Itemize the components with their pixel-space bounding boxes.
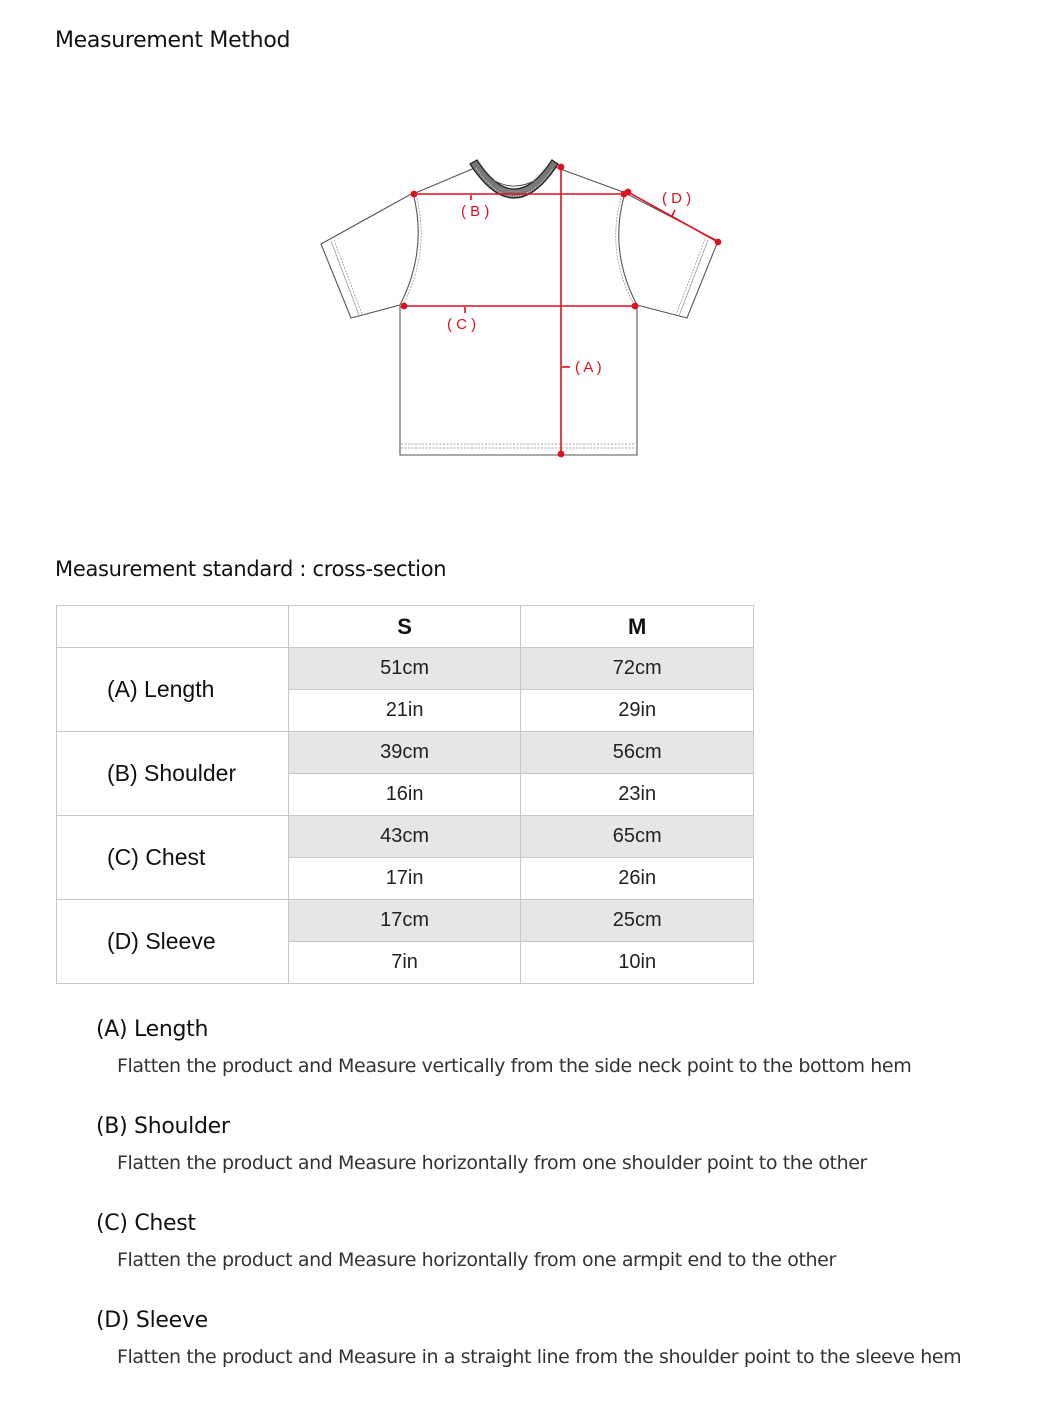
- left-shoulder: [413, 167, 477, 194]
- note-length: [96, 1012, 1016, 1109]
- sleeve-s-in: 7in: [288, 942, 521, 984]
- row-label-shoulder: (B) Shoulder: [57, 732, 289, 816]
- length-m-cm: 72cm: [521, 648, 754, 690]
- note-description: Flatten the product and Measure horizontally from one armpit end to the other: [117, 1249, 836, 1271]
- chest-s-in: 17in: [288, 858, 521, 900]
- note-description: Flatten the product and Measure in a straight line from the shoulder point to the sleeve hem: [117, 1346, 962, 1368]
- note-shoulder: [96, 1109, 1016, 1206]
- row-label-chest: (C) Chest: [57, 816, 289, 900]
- row-label-length: (A) Length: [57, 648, 289, 732]
- diagram-label-b: ( B ): [461, 203, 490, 220]
- size-header-s: S: [288, 606, 521, 648]
- tshirt-measurement-diagram: [300, 140, 740, 470]
- note-description: Flatten the product and Measure vertically from the side neck point to the bottom hem: [117, 1055, 912, 1077]
- note-title: (D) Sleeve: [96, 1308, 208, 1333]
- sleeve-m-cm: 25cm: [521, 900, 754, 942]
- table-row-sleeve-cm: [57, 900, 754, 942]
- sleeve-s-cm: 17cm: [288, 900, 521, 942]
- length-s-cm: 51cm: [288, 648, 521, 690]
- shoulder-m-cm: 56cm: [521, 732, 754, 774]
- right-sleeve: [625, 193, 718, 318]
- table-row-chest-cm: [57, 816, 754, 858]
- note-sleeve: [96, 1303, 1016, 1400]
- measurement-lines: [401, 164, 720, 456]
- sleeve-m-in: 10in: [521, 942, 754, 984]
- chest-m-cm: 65cm: [521, 816, 754, 858]
- length-m-in: 29in: [521, 690, 754, 732]
- note-title: (C) Chest: [96, 1211, 196, 1236]
- note-title: (A) Length: [96, 1017, 209, 1042]
- shoulder-s-in: 16in: [288, 774, 521, 816]
- length-s-in: 21in: [288, 690, 521, 732]
- measurement-method-heading: Measurement Method: [55, 28, 291, 53]
- table-row-shoulder-cm: [57, 732, 754, 774]
- diagram-label-d: ( D ): [662, 190, 692, 207]
- table-header-row: [57, 606, 754, 648]
- shoulder-s-cm: 39cm: [288, 732, 521, 774]
- chest-s-cm: 43cm: [288, 816, 521, 858]
- note-description: Flatten the product and Measure horizontally from one shoulder point to the other: [117, 1152, 867, 1174]
- note-chest: [96, 1206, 1016, 1303]
- note-title: (B) Shoulder: [96, 1114, 230, 1139]
- shoulder-m-in: 23in: [521, 774, 754, 816]
- measurement-standard-heading: Measurement standard : cross-section: [55, 557, 447, 581]
- tshirt-diagram-svg: [300, 140, 740, 470]
- right-shoulder: [552, 166, 626, 193]
- table-corner-cell: [57, 606, 289, 648]
- row-label-sleeve: (D) Sleeve: [57, 900, 289, 984]
- size-header-m: M: [521, 606, 754, 648]
- table-row-length-cm: [57, 648, 754, 690]
- chest-m-in: 26in: [521, 858, 754, 900]
- diagram-label-a: ( A ): [575, 359, 602, 376]
- collar: [470, 160, 558, 198]
- diagram-label-c: ( C ): [447, 316, 477, 333]
- left-sleeve: [321, 193, 413, 318]
- size-chart-table: [56, 605, 754, 984]
- tshirt-body: [400, 306, 637, 455]
- measurement-notes: [96, 1012, 1016, 1400]
